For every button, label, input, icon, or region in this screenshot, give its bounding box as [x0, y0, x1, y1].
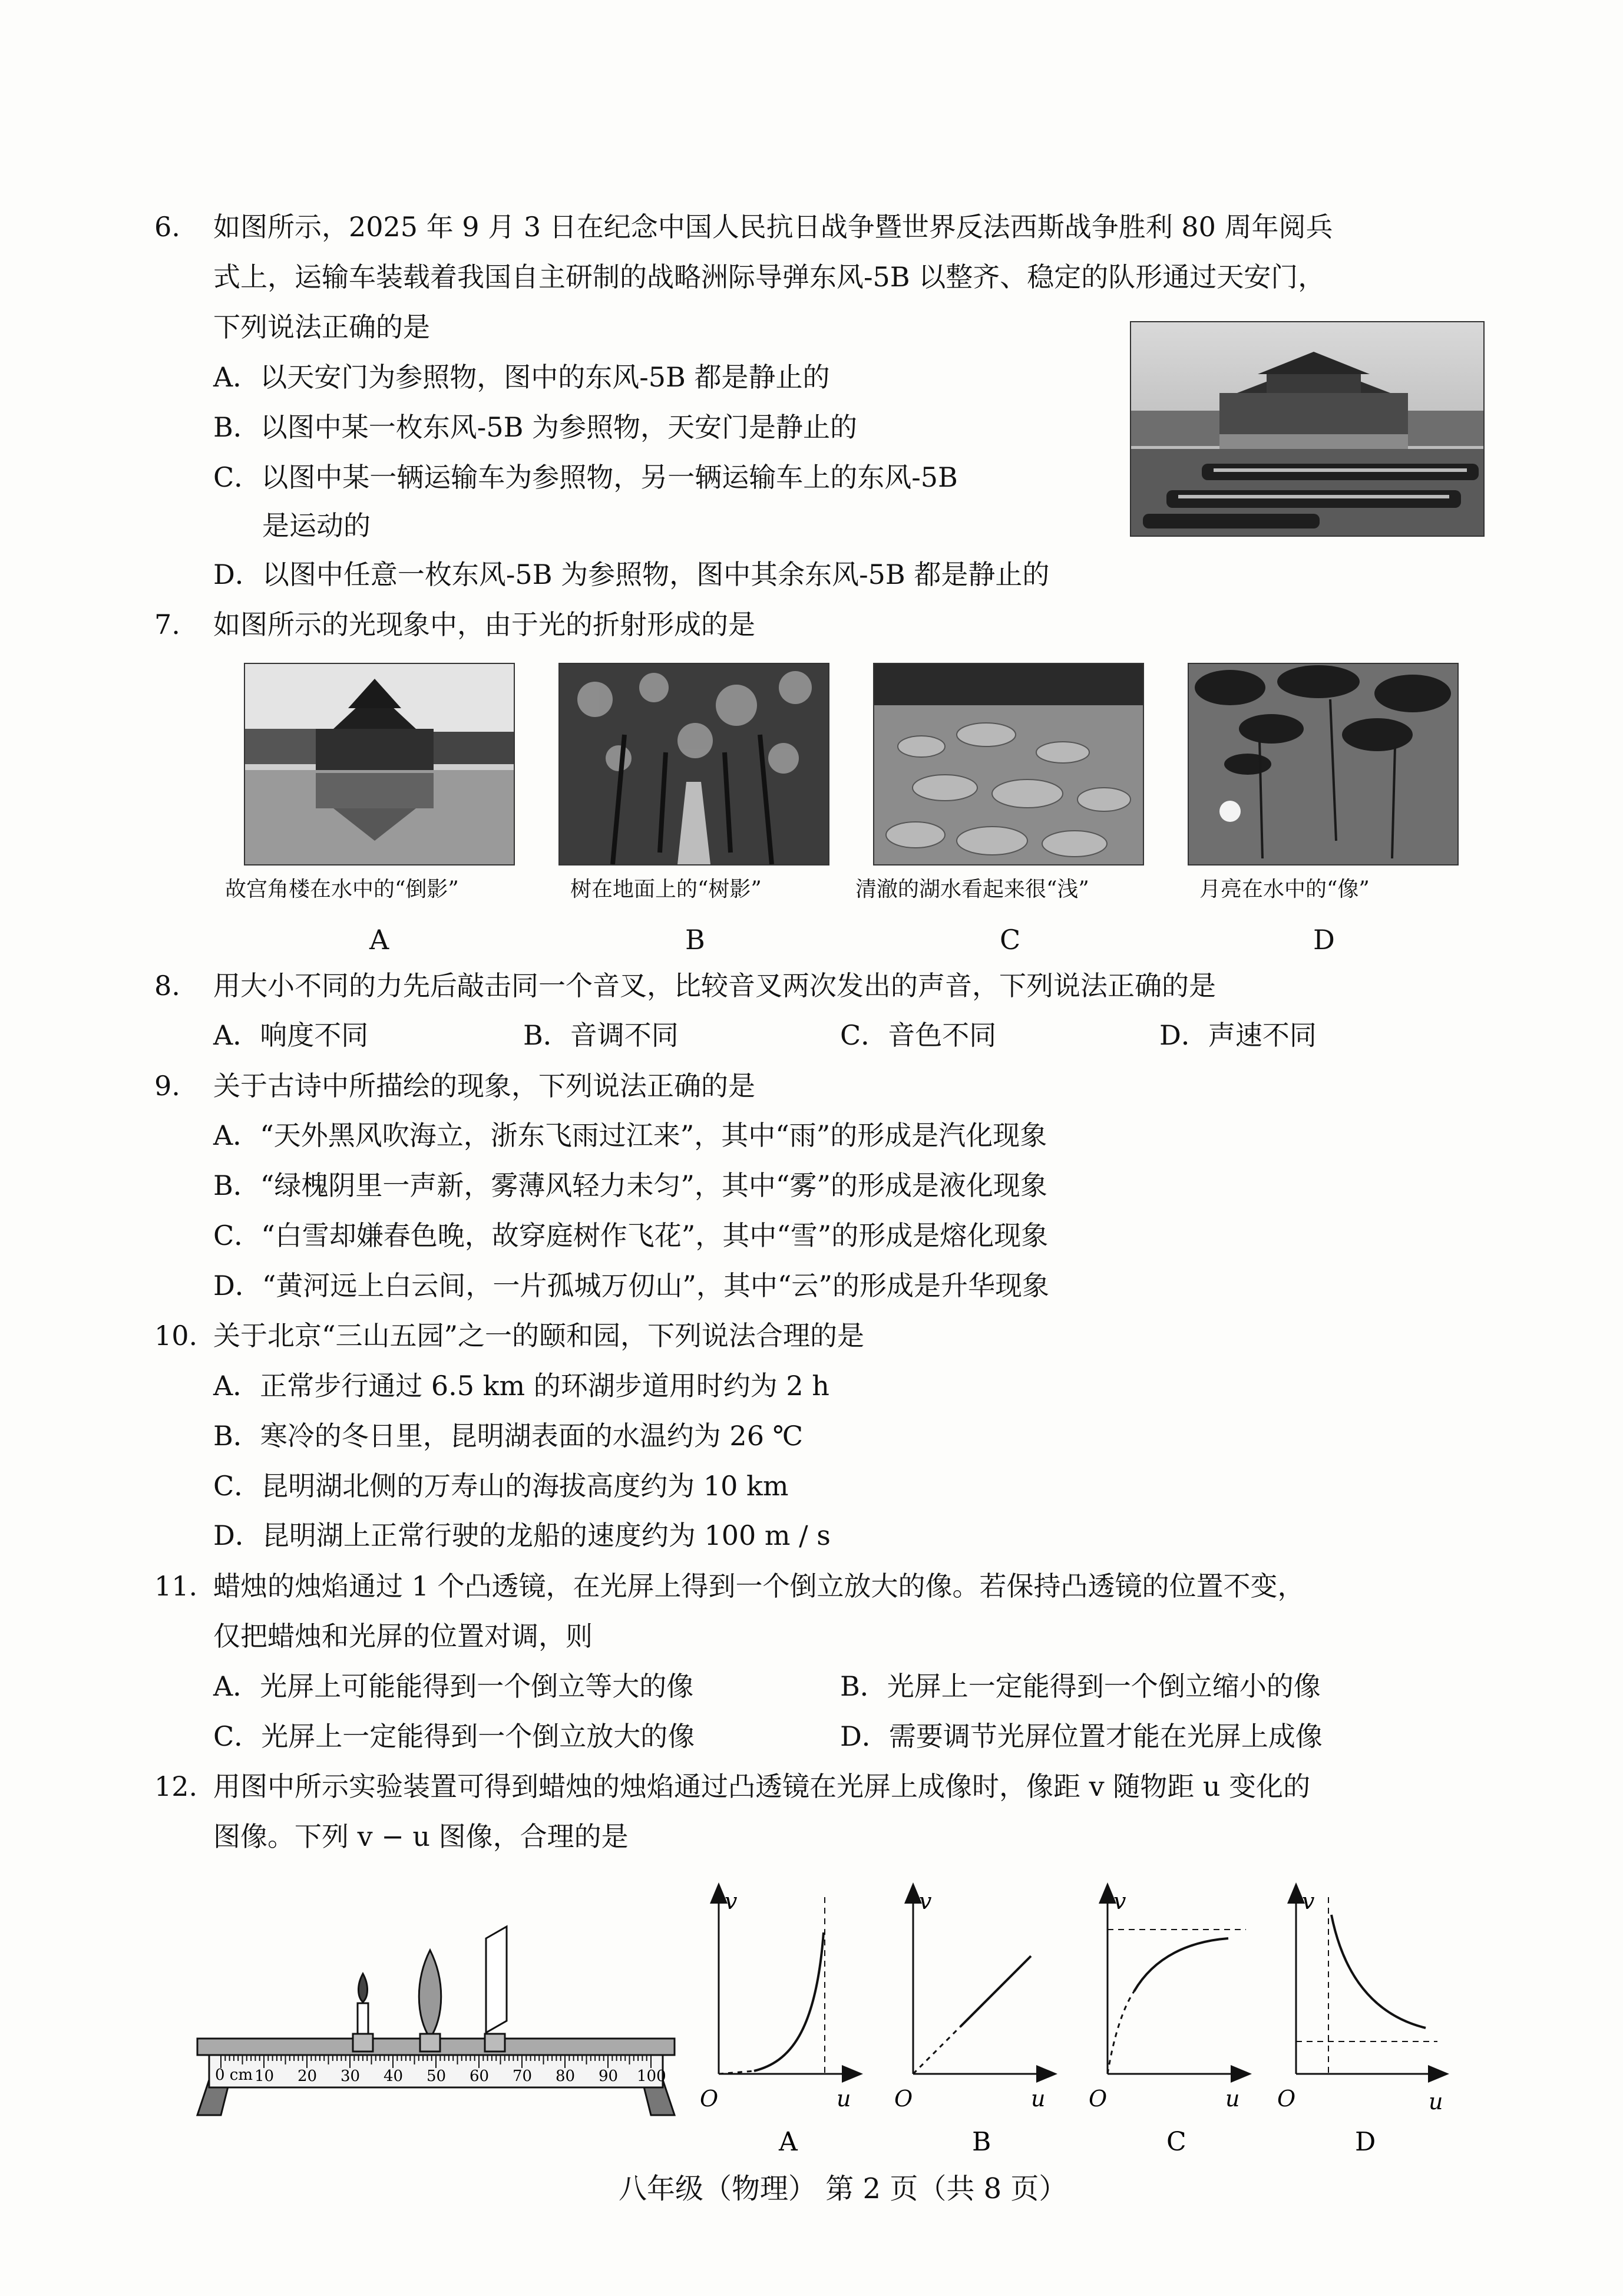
bench-tick-label: 80 [556, 2067, 576, 2085]
q9-option-a: A．“天外黑风吹海立，浙东飞雨过江来”，其中“雨”的形成是汽化现象 [213, 1119, 1047, 1151]
q8-option-c: C．音色不同 [840, 1019, 997, 1051]
bench-tick-label: 70 [513, 2067, 533, 2085]
q10-option-a: A．正常步行通过 6.5 km 的环湖步道用时约为 2 h [213, 1370, 829, 1402]
q9-number: 9. [154, 1070, 180, 1102]
q8-option-a: A．响度不同 [213, 1019, 369, 1051]
bench-tick-label: 100 [637, 2067, 666, 2085]
svg-text:v: v [919, 1888, 932, 1914]
q10-option-b: B．寒冷的冬日里，昆明湖表面的水温约为 26 ℃ [213, 1420, 804, 1452]
q7-label-d: D [1313, 924, 1335, 956]
optical-bench-diagram [186, 1879, 692, 2127]
q12-stem-line2: 图像。下列 v − u 图像，合理的是 [213, 1821, 629, 1852]
q11-number: 11. [154, 1570, 198, 1602]
q11-stem-line1: 蜡烛的烛焰通过 1 个凸透镜，在光屏上得到一个倒立放大的像。若保持凸透镜的位置不变， [213, 1570, 1305, 1602]
q6-number: 6. [154, 211, 180, 243]
graph-d-label: D [1355, 2127, 1376, 2157]
q7-image-d-moon-reflection [1188, 663, 1459, 865]
q12-number: 12. [154, 1770, 198, 1802]
bench-tick-label: 10 [254, 2067, 275, 2085]
q7-image-a-corner-tower [244, 663, 515, 865]
q10-number: 10. [154, 1320, 198, 1352]
svg-text:u: u [1429, 2089, 1443, 2115]
convex-lens [419, 1950, 441, 2051]
q7-caption-a: 故宫角楼在水中的“倒影” [225, 877, 459, 901]
svg-text:u: u [1031, 2086, 1046, 2112]
q7-image-b-tree-shadow [558, 663, 829, 865]
q11-stem-line2: 仅把蜡烛和光屏的位置对调，则 [213, 1620, 593, 1652]
light-screen [485, 1927, 507, 2051]
svg-text:u: u [837, 2086, 851, 2112]
q6-stem-line2: 式上，运输车装载着我国自主研制的战略洲际导弹东风-5B 以整齐、稳定的队形通过天安门， [213, 261, 1325, 293]
q7-image-c-clear-lake [873, 663, 1144, 865]
bench-tick-label: 50 [427, 2067, 447, 2085]
graph-a [700, 1888, 854, 2157]
bench-unit-label: 0 cm [215, 2066, 253, 2084]
q10-option-c: C．昆明湖北侧的万寿山的海拔高度约为 10 km [213, 1470, 789, 1502]
q6-option-d: D．以图中任意一枚东风-5B 为参照物，图中其余东风-5B 都是静止的 [213, 559, 1050, 590]
q9-option-c: C．“白雪却嫌春色晚，故穿庭树作飞花”，其中“雪”的形成是熔化现象 [213, 1220, 1049, 1251]
q6-option-c-line2: 是运动的 [262, 510, 371, 541]
q6-option-a: A．以天安门为参照物，图中的东风-5B 都是静止的 [213, 361, 830, 393]
page-footer: 八年级（物理） 第 2 页（共 8 页） [619, 2172, 1067, 2205]
graph-a-label: A [779, 2127, 798, 2157]
q11-option-b: B．光屏上一定能得到一个倒立缩小的像 [840, 1670, 1321, 1702]
svg-text:v: v [1113, 1888, 1126, 1914]
svg-text:v: v [725, 1888, 738, 1914]
q6-stem-line1: 如图所示，2025 年 9 月 3 日在纪念中国人民抗日战争暨世界反法西斯战争胜利 80 周年阅兵 [213, 211, 1333, 243]
svg-text:O: O [700, 2086, 719, 2112]
bench-tick-label: 90 [599, 2067, 619, 2085]
candle [353, 1974, 373, 2051]
q7-caption-b: 树在地面上的“树影” [570, 877, 762, 901]
q8-option-d: D．声速不同 [1159, 1019, 1317, 1051]
q7-stem: 如图所示的光现象中，由于光的折射形成的是 [213, 609, 755, 640]
q6-option-b: B．以图中某一枚东风-5B 为参照物，天安门是静止的 [213, 411, 858, 443]
graph-a-curve [754, 1932, 824, 2071]
q11-option-d: D．需要调节光屏位置才能在光屏上成像 [840, 1720, 1323, 1752]
graph-c-curve [1134, 1938, 1228, 1991]
q11-option-c: C．光屏上一定能得到一个倒立放大的像 [213, 1720, 695, 1752]
q11-option-a: A．光屏上可能能得到一个倒立等大的像 [213, 1670, 694, 1702]
q10-option-d: D．昆明湖上正常行驶的龙船的速度约为 100 m / s [213, 1519, 831, 1551]
q8-number: 8. [154, 970, 180, 1002]
q10-stem: 关于北京“三山五园”之一的颐和园，下列说法合理的是 [213, 1320, 865, 1352]
q7-label-c: C [1000, 924, 1021, 956]
bench-tick-label: 40 [384, 2067, 404, 2085]
q7-caption-d: 月亮在水中的“像” [1199, 877, 1370, 901]
bench-tick-label: 30 [341, 2067, 361, 2085]
svg-text:v: v [1302, 1888, 1315, 1914]
q6-stem-line3: 下列说法正确的是 [213, 311, 430, 343]
bench-tick-label: 20 [298, 2067, 318, 2085]
graph-d-curve [1331, 1915, 1426, 2028]
q6-parade-photo [1130, 321, 1485, 537]
svg-text:O: O [894, 2086, 913, 2112]
q9-option-d: D．“黄河远上白云间，一片孤城万仞山”，其中“云”的形成是升华现象 [213, 1270, 1049, 1301]
graph-c [1089, 1888, 1246, 2157]
q12-stem-line1: 用图中所示实验装置可得到蜡烛的烛焰通过凸透镜在光屏上成像时，像距 v 随物距 u 变化的 [213, 1770, 1311, 1802]
svg-text:u: u [1225, 2086, 1240, 2112]
svg-text:O: O [1277, 2086, 1296, 2112]
graph-b [894, 1888, 1049, 2157]
graph-b-label: B [972, 2127, 991, 2157]
q9-option-b: B．“绿槐阴里一声新，雾薄风轻力未匀”，其中“雾”的形成是液化现象 [213, 1170, 1047, 1201]
graph-d [1277, 1888, 1443, 2157]
svg-text:O: O [1089, 2086, 1108, 2112]
graph-b-line [960, 1956, 1031, 2027]
q8-stem: 用大小不同的力先后敲击同一个音叉，比较音叉两次发出的声音，下列说法正确的是 [213, 970, 1216, 1002]
v-u-graphs [677, 1868, 1526, 2174]
q7-number: 7. [154, 609, 180, 640]
q7-label-b: B [685, 924, 705, 956]
bench-tick-label: 60 [470, 2067, 490, 2085]
q7-label-a: A [369, 924, 389, 956]
q8-option-b: B．音调不同 [523, 1019, 679, 1051]
q6-option-c-line1: C．以图中某一辆运输车为参照物，另一辆运输车上的东风-5B [213, 461, 958, 493]
q9-stem: 关于古诗中所描绘的现象，下列说法正确的是 [213, 1070, 755, 1102]
q7-caption-c: 清澈的湖水看起来很“浅” [855, 877, 1089, 901]
graph-c-label: C [1166, 2127, 1186, 2157]
